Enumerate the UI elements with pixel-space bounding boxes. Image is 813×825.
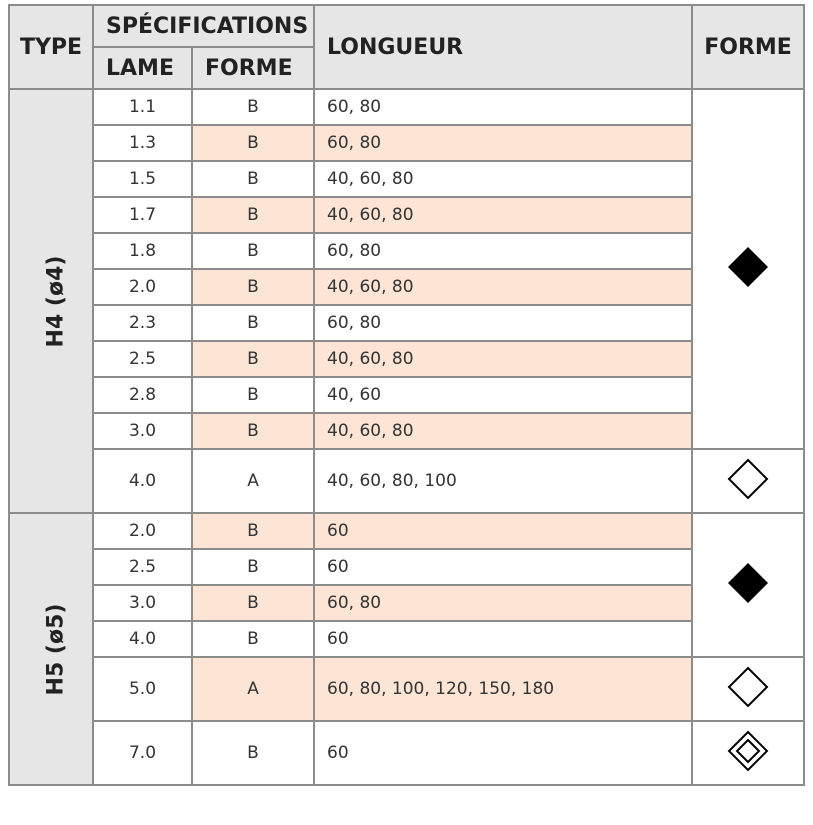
longueur-cell: 40, 60, 80 xyxy=(314,197,692,233)
table-row xyxy=(9,377,804,413)
lame-cell: 1.1 xyxy=(93,89,192,125)
filled-diamond-icon xyxy=(726,245,770,289)
outline-diamond-icon xyxy=(726,457,770,501)
table-row xyxy=(9,161,804,197)
table-row xyxy=(9,197,804,233)
table-row xyxy=(9,721,804,785)
header-longueur: LONGUEUR xyxy=(314,5,692,89)
longueur-cell: 60, 80 xyxy=(314,89,692,125)
type-cell-h5 xyxy=(9,513,93,785)
header-forme-shape: FORME xyxy=(692,5,804,89)
lame-cell: 2.5 xyxy=(93,341,192,377)
shape-cell xyxy=(692,657,804,721)
lame-cell: 2.8 xyxy=(93,377,192,413)
table-row xyxy=(9,513,804,549)
forme-cell: B xyxy=(192,377,314,413)
longueur-cell: 60, 80 xyxy=(314,305,692,341)
lame-cell: 3.0 xyxy=(93,585,192,621)
lame-cell: 4.0 xyxy=(93,621,192,657)
header-forme: FORME xyxy=(192,47,314,89)
forme-cell: B xyxy=(192,585,314,621)
lame-cell: 5.0 xyxy=(93,657,192,721)
table-row xyxy=(9,305,804,341)
longueur-cell: 60 xyxy=(314,513,692,549)
longueur-cell: 40, 60, 80 xyxy=(314,341,692,377)
lame-cell: 1.5 xyxy=(93,161,192,197)
shape-cell xyxy=(692,513,804,657)
shape-cell xyxy=(692,449,804,513)
longueur-cell: 40, 60, 80 xyxy=(314,269,692,305)
header-lame: LAME xyxy=(93,47,192,89)
longueur-cell: 60 xyxy=(314,549,692,585)
table-row xyxy=(9,549,804,585)
shape-cell xyxy=(692,721,804,785)
lame-cell: 1.8 xyxy=(93,233,192,269)
forme-cell: B xyxy=(192,549,314,585)
type-label: H4 (ø4) xyxy=(43,255,69,347)
specifications-table xyxy=(8,4,805,786)
longueur-cell: 40, 60, 80 xyxy=(314,161,692,197)
table-row xyxy=(9,585,804,621)
longueur-cell: 60, 80 xyxy=(314,125,692,161)
forme-cell: B xyxy=(192,161,314,197)
lame-cell: 7.0 xyxy=(93,721,192,785)
lame-cell: 4.0 xyxy=(93,449,192,513)
type-label: H5 (ø5) xyxy=(43,603,69,695)
filled-diamond-icon xyxy=(726,561,770,605)
forme-cell: B xyxy=(192,89,314,125)
table-row xyxy=(9,341,804,377)
forme-cell: B xyxy=(192,513,314,549)
forme-cell: B xyxy=(192,341,314,377)
lame-cell: 1.7 xyxy=(93,197,192,233)
forme-cell: B xyxy=(192,197,314,233)
lame-cell: 3.0 xyxy=(93,413,192,449)
forme-cell: B xyxy=(192,721,314,785)
table-row xyxy=(9,89,804,125)
longueur-cell: 60 xyxy=(314,721,692,785)
table-row xyxy=(9,269,804,305)
lame-cell: 2.3 xyxy=(93,305,192,341)
longueur-cell: 60 xyxy=(314,621,692,657)
forme-cell: B xyxy=(192,125,314,161)
shape-cell xyxy=(692,89,804,449)
longueur-cell: 60, 80 xyxy=(314,585,692,621)
longueur-cell: 60, 80 xyxy=(314,233,692,269)
header-type: TYPE xyxy=(9,5,93,89)
forme-cell: A xyxy=(192,449,314,513)
forme-cell: A xyxy=(192,657,314,721)
forme-cell: B xyxy=(192,269,314,305)
type-cell-h4 xyxy=(9,89,93,513)
forme-cell: B xyxy=(192,413,314,449)
header-specifications: SPÉCIFICATIONS xyxy=(93,5,314,47)
table-row xyxy=(9,449,804,513)
longueur-cell: 40, 60 xyxy=(314,377,692,413)
lame-cell: 2.5 xyxy=(93,549,192,585)
outline-diamond-icon xyxy=(726,665,770,709)
lame-cell: 1.3 xyxy=(93,125,192,161)
double-diamond-icon xyxy=(726,729,770,773)
table-row xyxy=(9,413,804,449)
lame-cell: 2.0 xyxy=(93,513,192,549)
forme-cell: B xyxy=(192,233,314,269)
lame-cell: 2.0 xyxy=(93,269,192,305)
longueur-cell: 60, 80, 100, 120, 150, 180 xyxy=(314,657,692,721)
longueur-cell: 40, 60, 80 xyxy=(314,413,692,449)
table-row xyxy=(9,621,804,657)
table-row xyxy=(9,125,804,161)
longueur-cell: 40, 60, 80, 100 xyxy=(314,449,692,513)
table-row xyxy=(9,233,804,269)
table-row xyxy=(9,657,804,721)
forme-cell: B xyxy=(192,621,314,657)
forme-cell: B xyxy=(192,305,314,341)
